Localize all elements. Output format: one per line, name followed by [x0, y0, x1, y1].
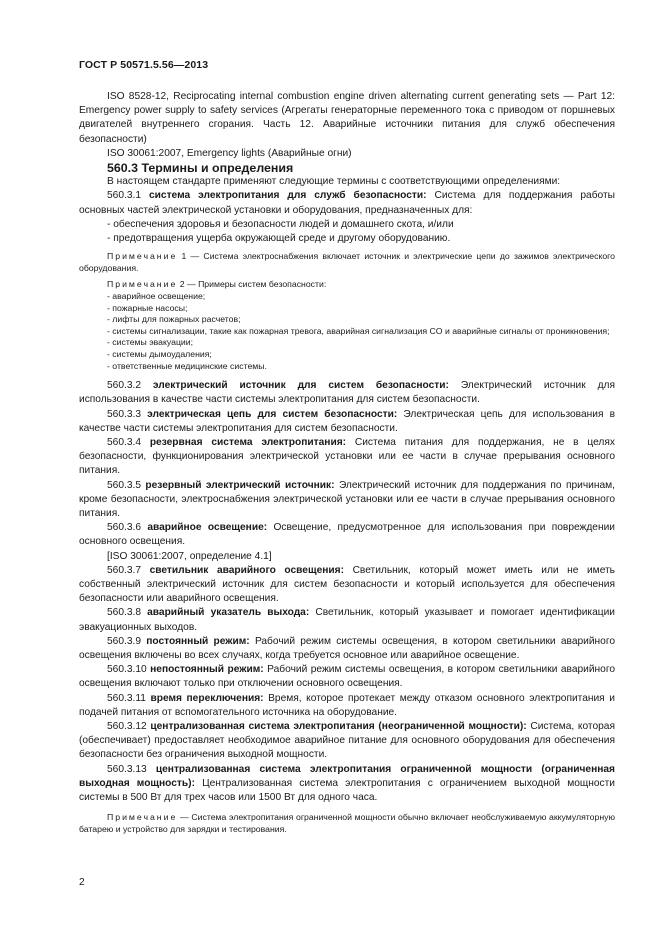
term-560-3-12 [79, 720, 615, 763]
term-number: 560.3.8 [107, 607, 141, 619]
term-definition: Светильник, который может иметь или не иметь собственный электрический источник для систем безопасности и который используется для обеспечения безопасности или аварийного освещения. [79, 564, 615, 605]
term-number: 560.3.12 [107, 721, 147, 733]
note-label: Примечание [107, 279, 178, 290]
term-source: [ISO 30061:2007, определение 4.1] [107, 550, 272, 562]
term-definition: Освещение, предусмотренное для использования при повреждении основного освещения. [79, 522, 615, 548]
term-number: 560.3.1 [107, 190, 141, 202]
intro-paragraph: В настоящем стандарте применяют следующие термины с соответствующими определениями: [107, 176, 561, 188]
term-name: резервная система электропитания: [149, 436, 347, 448]
term-name: время переключения: [150, 692, 264, 704]
note-3 [79, 812, 615, 835]
term-name: аварийное освещение: [147, 522, 268, 534]
term-name: светильник аварийного освещения: [149, 564, 344, 576]
term-560-3-6 [79, 521, 615, 549]
term-definition: Рабочий режим системы освещения, в котором светильники аварийного освещения включают только при отключении основного освещения. [79, 664, 615, 690]
term-name: непостоянный режим: [150, 664, 264, 676]
term-name: постоянный режим: [146, 635, 250, 647]
term-560-3-8 [79, 606, 615, 634]
note-list-item: - ответственные медицинские системы. [107, 360, 267, 371]
term-number: 560.3.6 [107, 522, 141, 534]
document-body [79, 90, 615, 835]
term-560-3-4 [79, 436, 615, 479]
term-number: 560.3.13 [107, 763, 147, 775]
term-560-3-10 [79, 663, 615, 691]
term-560-3-11 [79, 692, 615, 720]
reference-iso-8528: ISO 8528-12, Reciprocating internal combustion engine driven alternating current generating sets — Part 12: Emergency power supply to safety services (Агрегаты генераторные переменного тока с приводом от поршневых двигателей внутреннего сгорания. Часть 12. Аварийные источники питания для служб обеспечения безопасности) [79, 91, 615, 145]
term-definition: Рабочий режим системы освещения, в котором светильники аварийного освещения включены во всех случаях, когда требуется основное или аварийное освещение. [79, 635, 615, 662]
term-definition: Централизованная система электропитания с ограничением выходной мощности системы в 500 Вт для трех часов или 1500 Вт для одного часа. [79, 777, 615, 804]
term-number: 560.3.3 [107, 408, 141, 420]
term-name: электрический источник для систем безопасности: [152, 380, 449, 392]
term-number: 560.3.4 [107, 436, 141, 448]
term-definition: Система для поддержания работы основных частей электрической установки и оборудования, предназначенных для: [79, 190, 615, 216]
term-560-3-5 [79, 479, 615, 522]
reference-iso-30061: ISO 30061:2007, Emergency lights (Аварийные огни) [107, 147, 352, 159]
note-list-item: - пожарные насосы; [107, 302, 188, 313]
note-list-item: - системы сигнализации, такие как пожарная тревога, аварийная сигнализация CO и аварийные сигналы от проникновения; [107, 325, 610, 336]
list-item: - предотвращения ущерба окружающей среде и другому оборудованию. [107, 233, 451, 245]
term-number: 560.3.10 [107, 664, 147, 676]
note-1 [79, 251, 615, 274]
note-label: Примечание [107, 812, 178, 823]
term-number: 560.3.5 [107, 479, 141, 491]
note-2 [79, 279, 615, 291]
note-list-item: - лифты для пожарных расчетов; [107, 314, 241, 325]
term-number: 560.3.2 [107, 380, 141, 392]
document-header: ГОСТ Р 50571.5.56—2013 [79, 59, 209, 71]
term-560-3-1 [79, 189, 615, 217]
list-item: - обеспечения здоровья и безопасности людей и домашнего скота, и/или [107, 218, 454, 230]
term-definition: Система, которая (обеспечивает) предоставляет необходимое аварийное питание для основного оборудования для обеспечения безопасности без ограничения выходной мощности. [79, 721, 615, 761]
note-label: Примечание [107, 251, 178, 262]
term-name: резервный электрический источник: [145, 479, 335, 491]
term-name: система электропитания для служб безопасности: [148, 190, 427, 202]
note-text: 2 — Примеры систем безопасности: [179, 279, 327, 290]
note-list-item: - аварийное освещение; [107, 291, 206, 302]
term-definition: Электрическая цепь для использования в качестве части системы электропитания для систем безопасности. [79, 408, 616, 434]
term-number: 560.3.9 [107, 635, 141, 647]
term-definition: Система питания для поддержания, не в целях безопасности, функционирования электрической установки или ее части в случае прерывания основного питания. [79, 436, 615, 477]
term-definition: Время, которое протекает между отказом основного электропитания и подачей питания от вспомогательного источника на оборудование. [79, 692, 615, 718]
term-definition: Светильник, который указывает и помогает идентификации эвакуационных выходов. [79, 607, 615, 633]
note-text: 1 — Система электроснабжения включает источник и электрические цепи до зажимов электрического оборудования. [79, 251, 615, 273]
note-list-item: - системы дымоудаления; [107, 348, 212, 359]
term-560-3-2 [79, 379, 615, 407]
term-560-3-3 [79, 408, 615, 436]
term-definition: Электрический источник для поддержания по причинам, кроме безопасности, электроснабжения электрической установки или ее части в случае прерывания основного питания. [79, 479, 615, 519]
note-list-item: - системы эвакуации; [107, 337, 194, 348]
term-definition: Электрический источник для использования в качестве части системы электропитания для систем безопасности. [79, 380, 615, 406]
note-text: — Система электропитания ограниченной мощности обычно включает необслуживаемую аккумуляторную батарею и устройство для зарядки и тестирования. [79, 812, 616, 834]
term-560-3-7 [79, 564, 615, 607]
term-name: централизованная система электропитания (неограниченной мощности): [150, 721, 527, 733]
term-name: аварийный указатель выхода: [147, 607, 310, 619]
term-name: электрическая цепь для систем безопасности: [147, 408, 398, 420]
term-560-3-9 [79, 635, 615, 663]
term-name: централизованная система электропитания ограниченной мощности (ограниченная выходная мощность): [79, 763, 615, 789]
section-title: 560.3 Термины и определения [107, 161, 294, 176]
term-number: 560.3.11 [107, 692, 146, 704]
page-number: 2 [79, 877, 85, 888]
term-560-3-13 [79, 763, 615, 806]
term-number: 560.3.7 [107, 564, 141, 576]
